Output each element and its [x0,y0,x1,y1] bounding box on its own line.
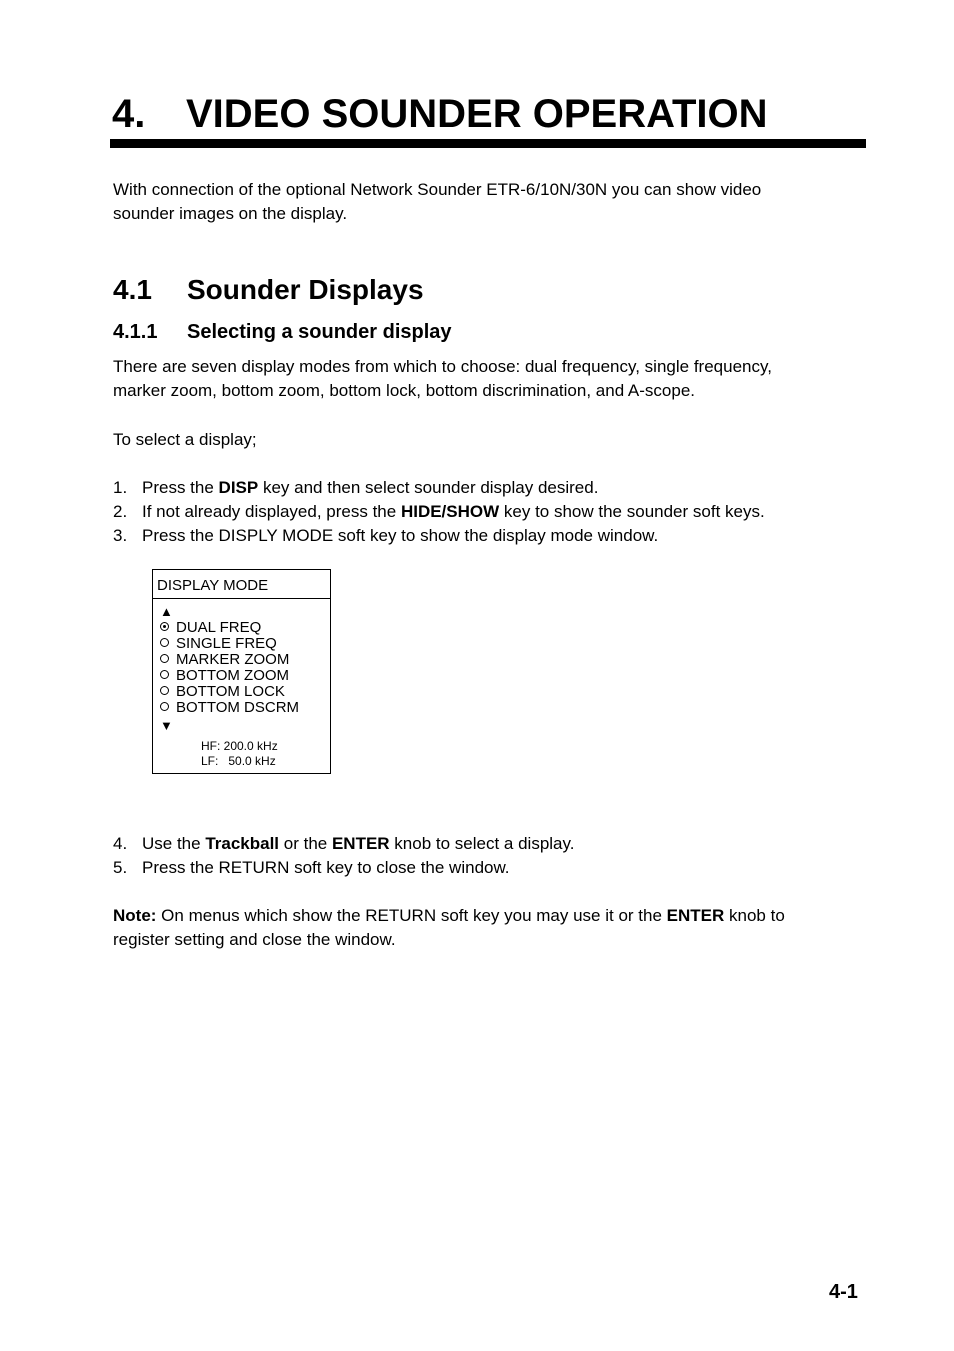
step-3: 3. Press the DISPLY MODE soft key to show the display mode window. [113,526,659,545]
hide-show-key: HIDE/SHOW [400,502,500,521]
note-paragraph: Note: On menus which show the RETURN soft key you may use it or the ENTER knob to register setting and close the window. [113,906,785,949]
step-2: 2. If not already displayed, press the HIDE/SHOW key to show the sounder soft keys. [113,502,765,521]
radio-icon [160,654,169,663]
modes-line-2: marker zoom, bottom zoom, bottom lock, bottom discrimination, and A-scope. [113,381,696,400]
display-mode-divider [153,598,330,599]
intro-line-2: sounder images on the display. [113,204,348,223]
subsection-title: Selecting a sounder display [187,321,452,343]
note-label: Note: [113,906,157,925]
section-number: 4.1 [113,274,152,305]
option-dual-freq[interactable]: DUAL FREQ [160,620,261,636]
page-number: 4-1 [829,1281,858,1303]
chapter-rule [110,139,866,148]
trackball-control: Trackball [205,834,280,853]
lf-frequency: LF: 50.0 kHz [201,754,276,768]
chapter-title-text: VIDEO SOUNDER OPERATION [186,92,768,136]
option-marker-zoom[interactable]: MARKER ZOOM [160,652,289,668]
intro-line-1: With connection of the optional Network Sounder ETR-6/10N/30N you can show video [113,180,762,199]
chapter-number: 4. [112,92,146,136]
note-line-2: register setting and close the window. [113,930,396,949]
radio-icon [160,686,169,695]
step-4: 4. Use the Trackball or the ENTER knob to select a display. [113,834,575,853]
radio-icon [160,638,169,647]
option-bottom-lock[interactable]: BOTTOM LOCK [160,684,285,700]
radio-icon [160,670,169,679]
intro-paragraph [113,178,761,226]
scroll-up-icon[interactable]: ▲ [160,604,173,619]
display-mode-title: DISPLAY MODE [157,577,269,594]
enter-knob: ENTER [331,834,390,853]
disp-key: DISP [218,478,259,497]
chapter-title [112,88,768,140]
option-single-freq[interactable]: SINGLE FREQ [160,636,277,652]
modes-paragraph [113,355,772,403]
radio-selected-icon [160,622,169,631]
modes-line-1: There are seven display modes from which to choose: dual frequency, single frequency, [113,357,772,376]
radio-icon [160,702,169,711]
option-bottom-dscrm[interactable]: BOTTOM DSCRM [160,700,299,716]
step-1: 1. Press the DISP key and then select sounder display desired. [113,478,599,497]
step-5: 5. Press the RETURN soft key to close the window. [113,858,510,877]
section-title: Sounder Displays [187,274,424,305]
scroll-down-icon[interactable]: ▼ [160,718,173,733]
subsection-heading [113,318,452,346]
display-mode-window [152,569,331,774]
option-bottom-zoom[interactable]: BOTTOM ZOOM [160,668,289,684]
section-heading [113,271,424,309]
subsection-number: 4.1.1 [113,321,158,343]
note-enter-knob: ENTER [666,906,725,925]
select-intro: To select a display; [113,430,257,449]
hf-frequency: HF: 200.0 kHz [201,739,278,753]
